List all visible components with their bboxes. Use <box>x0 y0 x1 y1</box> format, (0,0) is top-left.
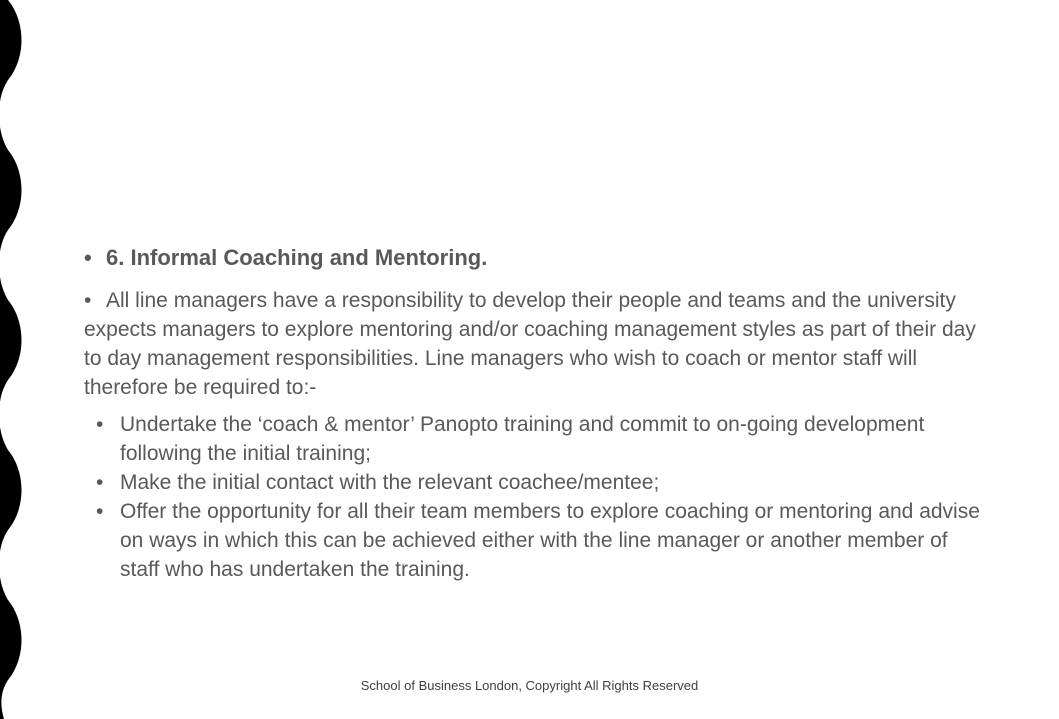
list-item <box>96 497 984 584</box>
paragraph-text: All line managers have a responsibility to develop their people and teams and the university expects managers to explore mentoring and/or coaching management styles as part of their day to day management responsibilities. Line managers who wish to coach or mentor staff will therefore be required to:- <box>84 289 976 399</box>
intro-paragraph <box>84 286 984 402</box>
list-item-text: Make the initial contact with the relevant coachee/mentee; <box>120 471 660 494</box>
list-item-text: Undertake the ‘coach & mentor’ Panopto training and commit to on-going development following the initial training; <box>120 413 925 465</box>
bullet-marker: • <box>96 413 104 436</box>
bullet-marker: • <box>96 500 104 523</box>
list-item <box>96 468 984 497</box>
slide-content <box>84 243 984 584</box>
section-heading <box>84 243 984 272</box>
heading-text: 6. Informal Coaching and Mentoring. <box>106 245 488 270</box>
list-item-text: Offer the opportunity for all their team members to explore coaching or mentoring and advise on ways in which this can be achieved either with the line manager or another member of staff who has undertaken the training. <box>120 500 980 581</box>
bullet-marker: • <box>84 289 92 312</box>
requirements-list <box>84 410 984 584</box>
wave-border-decoration <box>0 0 30 719</box>
list-item <box>96 410 984 468</box>
copyright-footer: School of Business London, Copyright All Rights Reserved <box>360 678 699 693</box>
bullet-marker: • <box>96 471 104 494</box>
bullet-marker: • <box>84 245 92 270</box>
